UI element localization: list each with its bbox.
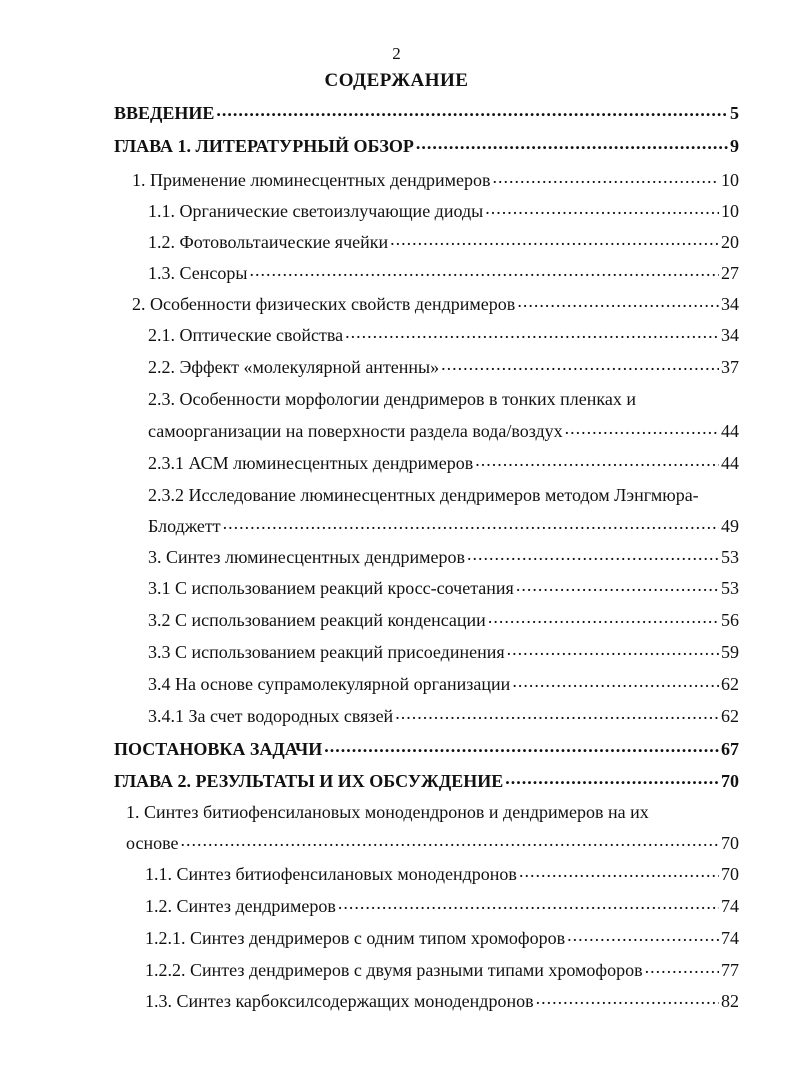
toc-entry-text: 1.1. Синтез битиофенсилановых монодендронов xyxy=(145,864,517,884)
toc-entry-page: 70 xyxy=(721,771,739,791)
toc-leader-dots xyxy=(345,324,719,346)
toc-entry xyxy=(114,135,739,157)
toc-entry xyxy=(148,705,739,727)
toc-entry-text: 1.1. Органические светоизлучающие диоды xyxy=(148,201,484,221)
toc-entry-page: 49 xyxy=(721,516,739,536)
toc-entry-page: 44 xyxy=(721,421,739,441)
toc-entry xyxy=(148,673,739,695)
toc-entry-text: 1. Применение люминесцентных дендримеров xyxy=(132,170,491,190)
toc-entry xyxy=(148,200,739,222)
toc-entry xyxy=(114,738,739,760)
toc-leader-dots xyxy=(338,895,719,917)
toc-leader-dots xyxy=(492,169,719,191)
toc-entry-text: 2.3. Особенности морфологии дендримеров в тонких пленках и xyxy=(148,389,636,409)
toc-leader-dots xyxy=(180,832,719,854)
toc-entry-page: 59 xyxy=(721,642,739,662)
page-number: 2 xyxy=(392,44,401,63)
toc-entry-page: 62 xyxy=(721,674,739,694)
toc-entry xyxy=(132,169,739,191)
toc-entry xyxy=(132,293,739,315)
toc-leader-dots xyxy=(516,577,719,599)
toc-entry-page: 27 xyxy=(721,263,739,283)
toc-entry-text: 1.3. Сенсоры xyxy=(148,263,248,283)
toc-leader-dots xyxy=(505,770,719,792)
toc-entry xyxy=(148,515,739,537)
toc-leader-dots xyxy=(567,927,719,949)
toc-title: СОДЕРЖАНИЕ xyxy=(324,70,469,91)
toc-entry xyxy=(148,641,739,663)
toc-entry-page: 74 xyxy=(721,896,739,916)
toc-entry-page: 56 xyxy=(721,610,739,630)
toc-leader-dots xyxy=(223,515,719,537)
toc-leader-dots xyxy=(441,356,719,378)
toc-leader-dots xyxy=(507,641,719,663)
toc-entry-text: 3.4 На основе супрамолекулярной организации xyxy=(148,674,511,694)
toc-entry-page: 20 xyxy=(721,232,739,252)
toc-entry-text: ПОСТАНОВКА ЗАДАЧИ xyxy=(114,739,323,759)
toc-entry-page: 34 xyxy=(721,294,739,314)
toc-entry xyxy=(114,770,739,792)
toc-entry-text: 2.3.1 АСМ люминесцентных дендримеров xyxy=(148,453,474,473)
toc-entry-text: 3.1 С использованием реакций кросс-сочетания xyxy=(148,578,514,598)
toc-leader-dots xyxy=(565,420,719,442)
toc-entry xyxy=(148,324,739,346)
toc-entry-page: 37 xyxy=(721,357,739,377)
toc-leader-dots xyxy=(475,452,719,474)
toc-entry-page: 10 xyxy=(721,201,739,221)
toc-leader-dots xyxy=(467,546,719,568)
toc-entry xyxy=(148,546,739,568)
toc-leader-dots xyxy=(519,863,719,885)
toc-entry xyxy=(145,863,739,885)
toc-entry xyxy=(148,356,739,378)
toc-leader-dots xyxy=(416,135,728,157)
toc-entry-text: ГЛАВА 1. ЛИТЕРАТУРНЫЙ ОБЗОР xyxy=(114,136,414,156)
toc-entry-page: 9 xyxy=(730,136,739,156)
toc-entry xyxy=(126,832,739,854)
toc-entry-text: Блоджетт xyxy=(148,516,221,536)
toc-leader-dots xyxy=(645,959,719,981)
toc-entry-text: 2. Особенности физических свойств дендримеров xyxy=(132,294,516,314)
toc-entry-page: 5 xyxy=(730,103,739,123)
toc-entry xyxy=(148,262,739,284)
toc-entry-text: 2.3.2 Исследование люминесцентных дендримеров методом Лэнгмюра- xyxy=(148,485,699,505)
toc-leader-dots xyxy=(536,990,719,1012)
toc-entry xyxy=(145,959,739,981)
toc-leader-dots xyxy=(390,231,719,253)
toc-leader-dots xyxy=(488,609,719,631)
toc-entry-text: 2.2. Эффект «молекулярной антенны» xyxy=(148,357,440,377)
table-of-contents xyxy=(0,100,793,1090)
toc-entry-text: самоорганизации на поверхности раздела вода/воздух xyxy=(148,421,563,441)
toc-entry-text: 1.2.2. Синтез дендримеров с двумя разными типами хромофоров xyxy=(145,960,643,980)
toc-entry-page: 53 xyxy=(721,578,739,598)
toc-entry xyxy=(145,895,739,917)
toc-entry-page: 34 xyxy=(721,325,739,345)
toc-entry-text: 3.3 С использованием реакций присоединения xyxy=(148,642,505,662)
toc-entry xyxy=(148,452,739,474)
toc-entry-page: 74 xyxy=(721,928,739,948)
toc-entry xyxy=(145,990,739,1012)
toc-entry-page: 62 xyxy=(721,706,739,726)
toc-entry xyxy=(145,927,739,949)
toc-entry-page: 67 xyxy=(721,739,739,759)
toc-entry-text: 1.2. Синтез дендримеров xyxy=(145,896,336,916)
toc-leader-dots xyxy=(517,293,719,315)
toc-entry xyxy=(148,420,739,442)
toc-entry-text: 3.2 С использованием реакций конденсации xyxy=(148,610,486,630)
toc-entry xyxy=(148,577,739,599)
toc-entry-page: 77 xyxy=(721,960,739,980)
toc-leader-dots xyxy=(249,262,719,284)
toc-entry-page: 82 xyxy=(721,991,739,1011)
toc-leader-dots xyxy=(512,673,719,695)
toc-leader-dots xyxy=(216,102,728,124)
toc-leader-dots xyxy=(324,738,719,760)
toc-entry-page: 53 xyxy=(721,547,739,567)
toc-leader-dots xyxy=(485,200,719,222)
toc-entry-text: ВВЕДЕНИЕ xyxy=(114,103,215,123)
toc-entry-page: 10 xyxy=(721,170,739,190)
toc-leader-dots xyxy=(395,705,719,727)
toc-entry-page: 70 xyxy=(721,833,739,853)
toc-entry-text: 2.1. Оптические свойства xyxy=(148,325,344,345)
toc-entry-text: 1.3. Синтез карбоксилсодержащих монодендронов xyxy=(145,991,534,1011)
toc-entry xyxy=(148,609,739,631)
toc-entry-text: 3.4.1 За счет водородных связей xyxy=(148,706,394,726)
toc-entry xyxy=(114,102,739,124)
toc-entry-text: 1.2. Фотовольтаические ячейки xyxy=(148,232,389,252)
toc-entry xyxy=(148,231,739,253)
toc-entry-text: 3. Синтез люминесцентных дендримеров xyxy=(148,547,466,567)
toc-entry-text: 1. Синтез битиофенсилановых монодендронов и дендримеров на их xyxy=(126,802,649,822)
toc-entry-page: 70 xyxy=(721,864,739,884)
toc-entry-page: 44 xyxy=(721,453,739,473)
toc-entry-text: 1.2.1. Синтез дендримеров с одним типом хромофоров xyxy=(145,928,566,948)
toc-entry-text: ГЛАВА 2. РЕЗУЛЬТАТЫ И ИХ ОБСУЖДЕНИЕ xyxy=(114,771,504,791)
toc-entry-text: основе xyxy=(126,833,179,853)
